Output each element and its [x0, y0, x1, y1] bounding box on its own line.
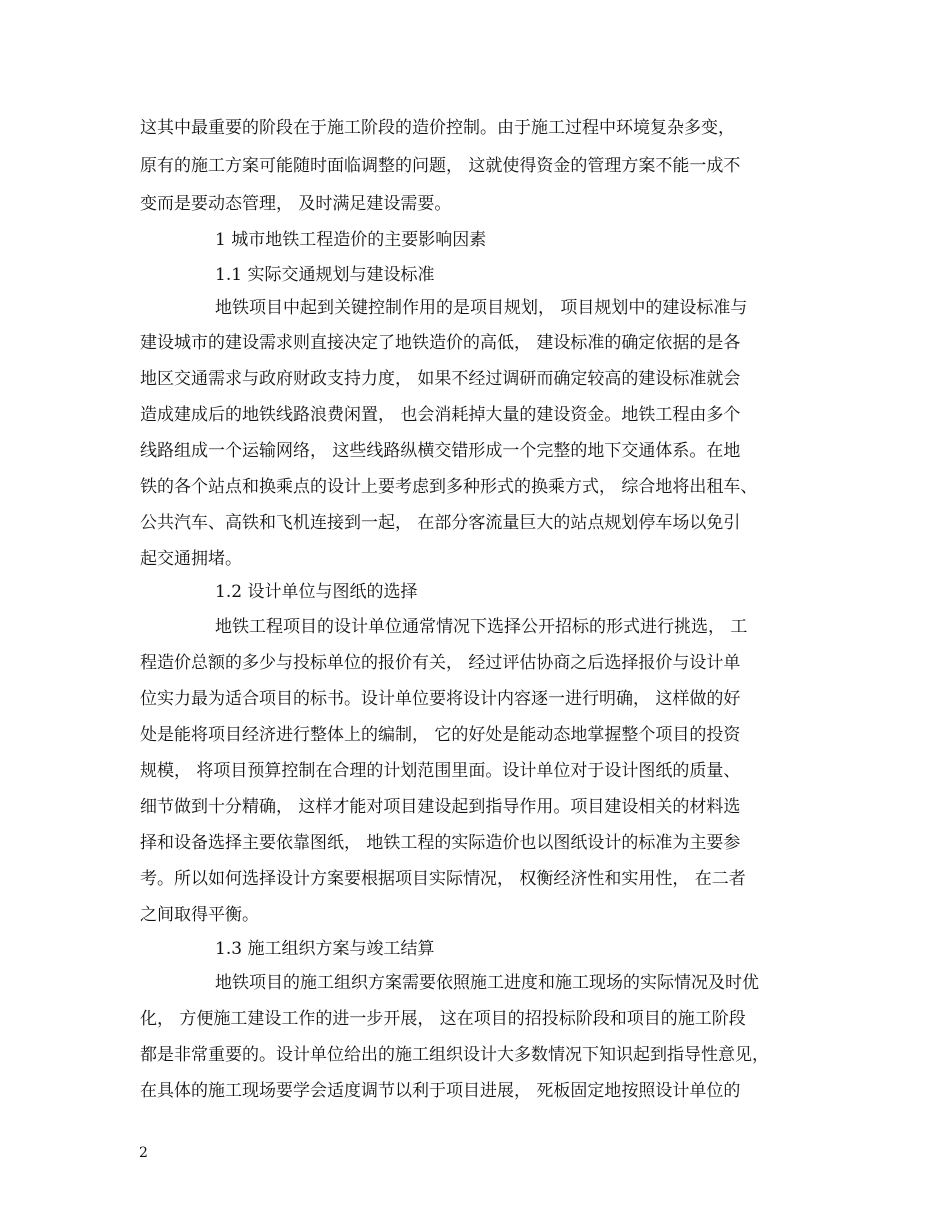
body-text-line: 处是能将项目经济进行整体上的编制， 它的好处是能动态地掌握整个项目的投资	[140, 725, 741, 745]
body-text-line: 考。所以如何选择设计方案要根据项目实际情况， 权衡经济性和实用性， 在二者	[140, 869, 746, 889]
body-text-line: 择和设备选择主要依靠图纸， 地铁工程的实际造价也以图纸设计的标准为主要参	[140, 833, 741, 853]
body-text-line: 规模， 将项目预算控制在合理的计划范围里面。设计单位对于设计图纸的质量、	[140, 761, 741, 781]
body-text-line: 细节做到十分精确， 这样才能对项目建设起到指导作用。项目建设相关的材料选	[140, 797, 741, 817]
subsection-heading: 1.1 实际交通规划与建设标准	[215, 265, 435, 285]
body-text-line: 在具体的施工现场要学会适度调节以利于项目进展， 死板固定地按照设计单位的	[140, 1081, 741, 1101]
page-number: 2	[139, 1145, 148, 1161]
body-text-line: 变而是要动态管理， 及时满足建设需要。	[140, 194, 452, 214]
paragraph-first-line: 地铁工程项目的设计单位通常情况下选择公开招标的形式进行挑选， 工	[215, 617, 748, 637]
paragraph-first-line: 地铁项目的施工组织方案需要依照施工进度和施工现场的实际情况及时优	[215, 973, 759, 993]
body-text-line: 地区交通需求与政府财政支持力度， 如果不经过调研而确定较高的建设标准就会	[140, 369, 741, 389]
paragraph-first-line: 地铁项目中起到关键控制作用的是项目规划， 项目规划中的建设标准与	[215, 298, 748, 318]
body-text-line: 程造价总额的多少与投标单位的报价有关， 经过评估协商之后选择报价与设计单	[140, 653, 741, 673]
section-heading: 1 城市地铁工程造价的主要影响因素	[215, 230, 487, 250]
subsection-heading: 1.3 施工组织方案与竣工结算	[215, 939, 435, 959]
body-text-line: 原有的施工方案可能随时面临调整的问题， 这就使得资金的管理方案不能一成不	[140, 156, 741, 176]
body-text-line: 位实力最为适合项目的标书。设计单位要将设计内容逐一进行明确， 这样做的好	[140, 689, 741, 709]
body-text-line: 都是非常重要的。设计单位给出的施工组织设计大多数情况下知识起到指导性意见，	[140, 1045, 769, 1065]
body-text-line: 起交通拥堵。	[140, 549, 242, 569]
body-text-line: 之间取得平衡。	[140, 905, 259, 925]
body-text-line: 化， 方便施工建设工作的进一步开展， 这在项目的招投标阶段和项目的施工阶段	[140, 1009, 746, 1029]
body-text-line: 公共汽车、高铁和飞机连接到一起， 在部分客流量巨大的站点规划停车场以免引	[140, 513, 741, 533]
subsection-heading: 1.2 设计单位与图纸的选择	[215, 582, 418, 602]
body-text-line: 铁的各个站点和换乘点的设计上要考虑到多种形式的换乘方式， 综合地将出租车、	[140, 477, 758, 497]
body-text-line: 建设城市的建设需求则直接决定了地铁造价的高低， 建设标准的确定依据的是各	[140, 333, 741, 353]
body-text-line: 线路组成一个运输网络， 这些线路纵横交错形成一个完整的地下交通体系。在地	[140, 441, 741, 461]
body-text-line: 造成建成后的地铁线路浪费闲置， 也会消耗掉大量的建设资金。地铁工程由多个	[140, 405, 741, 425]
body-text-line: 这其中最重要的阶段在于施工阶段的造价控制。由于施工过程中环境复杂多变，	[140, 118, 735, 138]
